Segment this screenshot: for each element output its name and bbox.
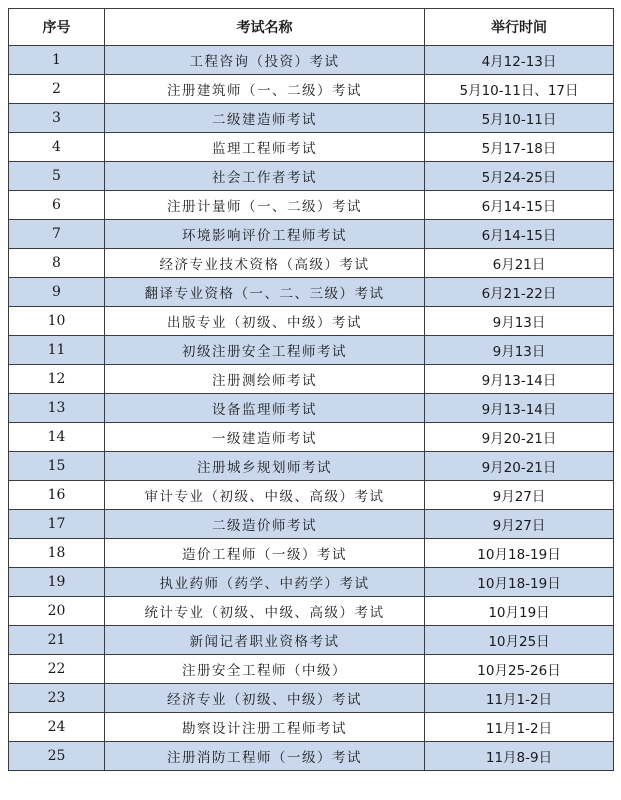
table-row	[9, 539, 614, 568]
row-exam-date: 6月21日	[425, 249, 614, 278]
table-row	[9, 336, 614, 365]
row-index: 13	[9, 394, 105, 423]
table-row	[9, 307, 614, 336]
row-exam-name: 出版专业（初级、中级）考试	[105, 307, 425, 336]
row-index: 9	[9, 278, 105, 307]
row-exam-name: 初级注册安全工程师考试	[105, 336, 425, 365]
table-row	[9, 684, 614, 713]
row-index: 7	[9, 220, 105, 249]
row-index: 2	[9, 75, 105, 104]
header-row	[9, 9, 614, 46]
table-row	[9, 278, 614, 307]
row-index: 3	[9, 104, 105, 133]
row-exam-date: 10月18-19日	[425, 568, 614, 597]
row-exam-name: 注册消防工程师（一级）考试	[105, 742, 425, 771]
row-exam-name: 二级造价师考试	[105, 510, 425, 539]
table-row	[9, 713, 614, 742]
row-index: 1	[9, 46, 105, 75]
row-exam-name: 注册安全工程师（中级）	[105, 655, 425, 684]
row-exam-date: 11月1-2日	[425, 684, 614, 713]
row-exam-date: 11月8-9日	[425, 742, 614, 771]
table-row	[9, 742, 614, 771]
row-exam-name: 审计专业（初级、中级、高级）考试	[105, 481, 425, 510]
row-exam-name: 社会工作者考试	[105, 162, 425, 191]
row-exam-date: 5月24-25日	[425, 162, 614, 191]
table-row	[9, 481, 614, 510]
row-index: 10	[9, 307, 105, 336]
row-exam-date: 6月21-22日	[425, 278, 614, 307]
row-exam-name: 设备监理师考试	[105, 394, 425, 423]
table-row	[9, 191, 614, 220]
row-exam-name: 勘察设计注册工程师考试	[105, 713, 425, 742]
row-exam-date: 6月14-15日	[425, 220, 614, 249]
table-row	[9, 162, 614, 191]
row-exam-name: 工程咨询（投资）考试	[105, 46, 425, 75]
table-row	[9, 46, 614, 75]
row-exam-name: 监理工程师考试	[105, 133, 425, 162]
row-exam-date: 9月27日	[425, 481, 614, 510]
row-index: 18	[9, 539, 105, 568]
row-index: 6	[9, 191, 105, 220]
row-exam-date: 9月13-14日	[425, 394, 614, 423]
row-index: 12	[9, 365, 105, 394]
table-row	[9, 394, 614, 423]
table-row	[9, 423, 614, 452]
row-index: 23	[9, 684, 105, 713]
row-index: 20	[9, 597, 105, 626]
row-index: 21	[9, 626, 105, 655]
table-row	[9, 133, 614, 162]
row-exam-name: 统计专业（初级、中级、高级）考试	[105, 597, 425, 626]
row-index: 11	[9, 336, 105, 365]
table-row	[9, 626, 614, 655]
header-exam-date: 举行时间	[425, 9, 614, 46]
row-exam-name: 新闻记者职业资格考试	[105, 626, 425, 655]
exam-schedule	[8, 8, 614, 771]
table-row	[9, 597, 614, 626]
row-exam-date: 9月13-14日	[425, 365, 614, 394]
table-row	[9, 452, 614, 481]
header-exam-name: 考试名称	[105, 9, 425, 46]
row-exam-date: 10月19日	[425, 597, 614, 626]
row-exam-name: 经济专业技术资格（高级）考试	[105, 249, 425, 278]
row-exam-date: 10月25日	[425, 626, 614, 655]
row-index: 17	[9, 510, 105, 539]
row-exam-date: 4月12-13日	[425, 46, 614, 75]
table-row	[9, 104, 614, 133]
row-exam-date: 10月18-19日	[425, 539, 614, 568]
row-exam-date: 10月25-26日	[425, 655, 614, 684]
exam-schedule-table	[8, 8, 614, 771]
row-exam-date: 5月10-11日	[425, 104, 614, 133]
row-exam-date: 5月10-11日、17日	[425, 75, 614, 104]
table-row	[9, 568, 614, 597]
row-exam-name: 环境影响评价工程师考试	[105, 220, 425, 249]
table-row	[9, 249, 614, 278]
row-index: 19	[9, 568, 105, 597]
table-row	[9, 510, 614, 539]
row-exam-date: 9月13日	[425, 336, 614, 365]
row-index: 4	[9, 133, 105, 162]
table-header	[9, 9, 614, 46]
row-exam-name: 一级建造师考试	[105, 423, 425, 452]
row-exam-date: 9月20-21日	[425, 452, 614, 481]
header-index: 序号	[9, 9, 105, 46]
row-index: 22	[9, 655, 105, 684]
table-row	[9, 220, 614, 249]
table-row	[9, 655, 614, 684]
row-exam-name: 翻译专业资格（一、二、三级）考试	[105, 278, 425, 307]
row-exam-name: 注册建筑师（一、二级）考试	[105, 75, 425, 104]
row-exam-date: 6月14-15日	[425, 191, 614, 220]
row-index: 16	[9, 481, 105, 510]
row-exam-name: 注册城乡规划师考试	[105, 452, 425, 481]
row-exam-name: 经济专业（初级、中级）考试	[105, 684, 425, 713]
row-exam-date: 5月17-18日	[425, 133, 614, 162]
row-exam-name: 注册计量师（一、二级）考试	[105, 191, 425, 220]
row-exam-date: 9月27日	[425, 510, 614, 539]
row-exam-name: 注册测绘师考试	[105, 365, 425, 394]
row-exam-date: 11月1-2日	[425, 713, 614, 742]
row-exam-date: 9月13日	[425, 307, 614, 336]
row-exam-name: 二级建造师考试	[105, 104, 425, 133]
row-index: 15	[9, 452, 105, 481]
row-index: 25	[9, 742, 105, 771]
table-body	[9, 46, 614, 771]
row-index: 8	[9, 249, 105, 278]
row-exam-name: 造价工程师（一级）考试	[105, 539, 425, 568]
row-index: 14	[9, 423, 105, 452]
row-exam-name: 执业药师（药学、中药学）考试	[105, 568, 425, 597]
table-row	[9, 365, 614, 394]
row-index: 24	[9, 713, 105, 742]
table-row	[9, 75, 614, 104]
row-index: 5	[9, 162, 105, 191]
row-exam-date: 9月20-21日	[425, 423, 614, 452]
